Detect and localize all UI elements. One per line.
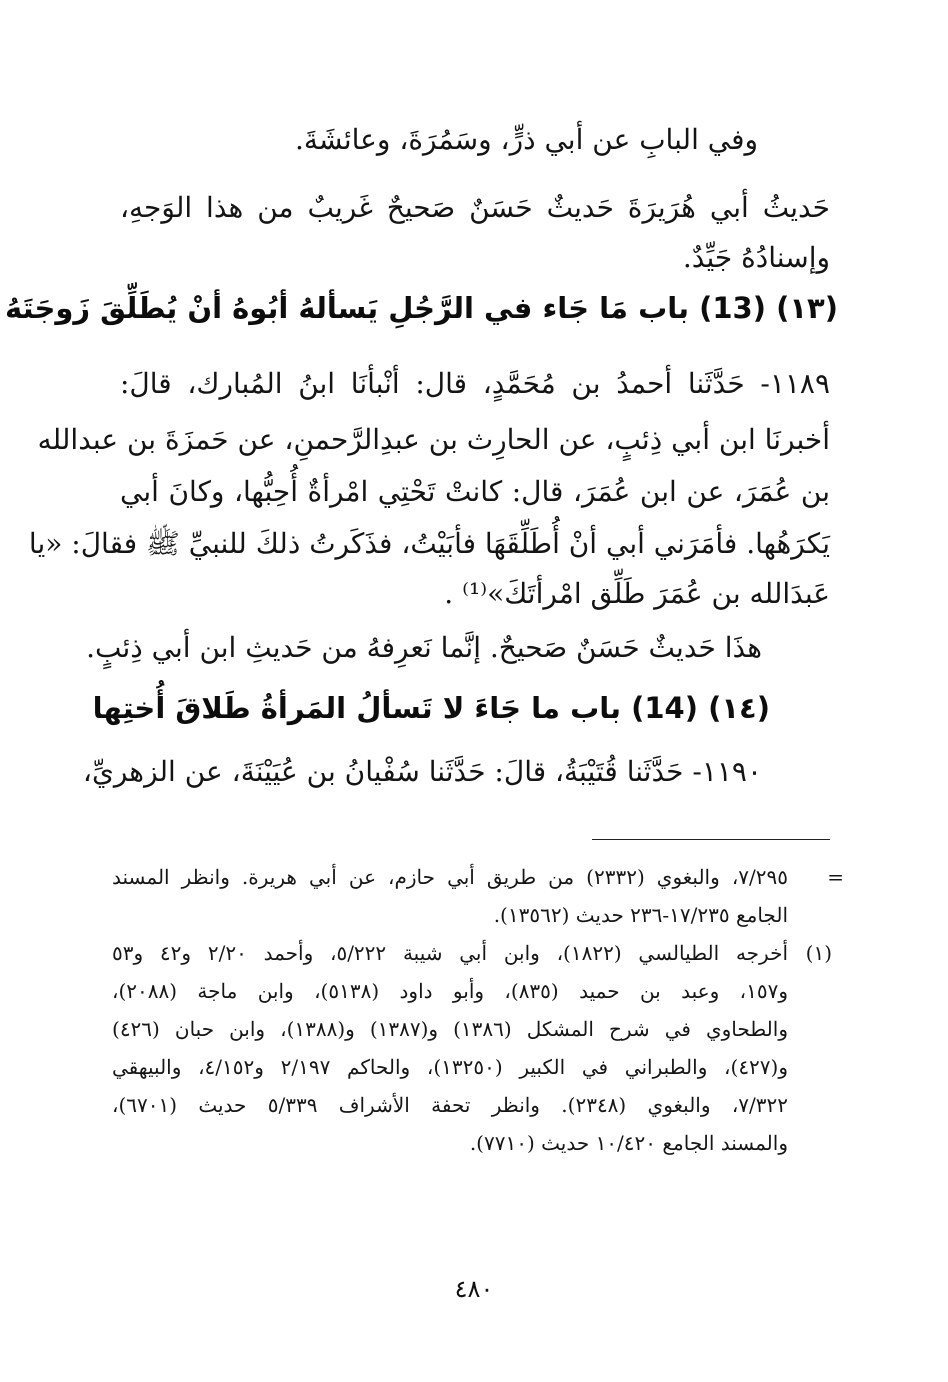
text-line-1: وفي البابِ عن أبي ذرٍّ، وسَمُرَةَ، وعائشَةَ. (294, 123, 758, 156)
hadith-1189-line-2: أخبرنَا ابن أبي ذِئبٍ، عن الحارِث بن عبدِالرَّحمنِ، عن حَمزَةَ بن عبدالله (37, 423, 830, 456)
footnote-1-line-4: و(٤٢٧)، والطبراني في الكبير (١٣٢٥٠)، والحاكم ٢/١٩٧ و٤/١٥٢، والبيهقي (112, 1055, 789, 1079)
hadith-1189-grading: هذَا حَديثٌ حَسَنٌ صَحيحٌ. إنَّما نَعرِفهُ من حَديثِ ابن أبي ذِئبٍ. (86, 631, 762, 664)
footnote-1-line-3: والطحاوي في شرح المشكل (١٣٨٦) و(١٣٨٧) و(١٣٨٨)، وابن حبان (٤٢٦) (112, 1017, 788, 1041)
footnote-1-line-2: و١٥٧، وعبد بن حميد (٨٣٥)، وأبو داود (٥١٣٨)، وابن ماجة (٢٠٨٨)، (112, 979, 789, 1003)
footnote-continuation-line-1: ٧/٢٩٥، والبغوي (٢٣٣٢) من طريق أبي حازم، عن أبي هريرة. وانظر المسند (112, 865, 789, 889)
chapter-heading-14: (١٤) (14) باب ما جَاءَ لا تَسألُ المَرأةُ طَلاقَ أُختِها (92, 691, 770, 725)
footnote-1-line-5: ٧/٣٢٢، والبغوي (٢٣٤٨). وانظر تحفة الأشراف ٥/٣٣٩ حديث (٦٧٠١)، (112, 1093, 788, 1117)
footnote-1-marker: (١) (805, 941, 832, 965)
footnote-continuation-marker: = (827, 865, 844, 889)
text-line-3: وإسنادُهُ جَيِّدٌ. (682, 241, 830, 274)
hadith-1190-line-1: ١١٩٠- حَدَّثَنا قُتَيْبَةُ، قالَ: حَدَّثَنا سُفْيانُ بن عُيَيْنَةَ، عن الزهريِّ، (82, 755, 762, 788)
hadith-1189-line-3: بن عُمَرَ، عن ابن عُمَرَ، قال: كانتْ تَحْتِي امْرأةٌ أُحِبُّها، وكانَ أبي (120, 475, 830, 508)
hadith-1189-line-5: عَبدَالله بن عُمَرَ طَلِّق امْرأتَكَ»⁽¹⁾ . (444, 577, 830, 610)
footnote-1-line-6: والمسند الجامع ١٠/٤٢٠ حديث (٧٧١٠). (469, 1131, 788, 1155)
chapter-heading-13: (١٣) (13) باب مَا جَاء في الرَّجُلِ يَسألهُ أبُوهُ أنْ يُطَلِّقَ زَوجَتَهُ (5, 291, 838, 325)
hadith-1189-line-1: ١١٨٩- حَدَّثَنا أحمدُ بن مُحَمَّدٍ، قال: أنْبأنَا ابنُ المُبارك، قالَ: (120, 367, 830, 400)
footnote-continuation-line-2: الجامع ١٧/٢٣٥-٢٣٦ حديث (١٣٥٦٢). (493, 903, 788, 927)
footnote-1-line-1: أخرجه الطيالسي (١٨٢٢)، وابن أبي شيبة ٥/٢٢٢، وأحمد ٢/٢٠ و٤٢ و٥٣ (112, 941, 789, 965)
hadith-1189-line-4: يَكرَهُها. فأمَرَني أبي أنْ أُطَلِّقَهَا فأبَيْتُ، فذَكَرتُ ذلكَ للنبيِّ ﷺ فقالَ: «يا (28, 527, 830, 560)
page-number: ٤٨٠ (454, 1275, 494, 1303)
text-line-2: حَديثُ أبي هُرَيرَةَ حَديثٌ حَسَنٌ صَحيحٌ غَريبٌ من هذا الوَجهِ، (120, 191, 830, 224)
footnote-separator (592, 839, 830, 840)
